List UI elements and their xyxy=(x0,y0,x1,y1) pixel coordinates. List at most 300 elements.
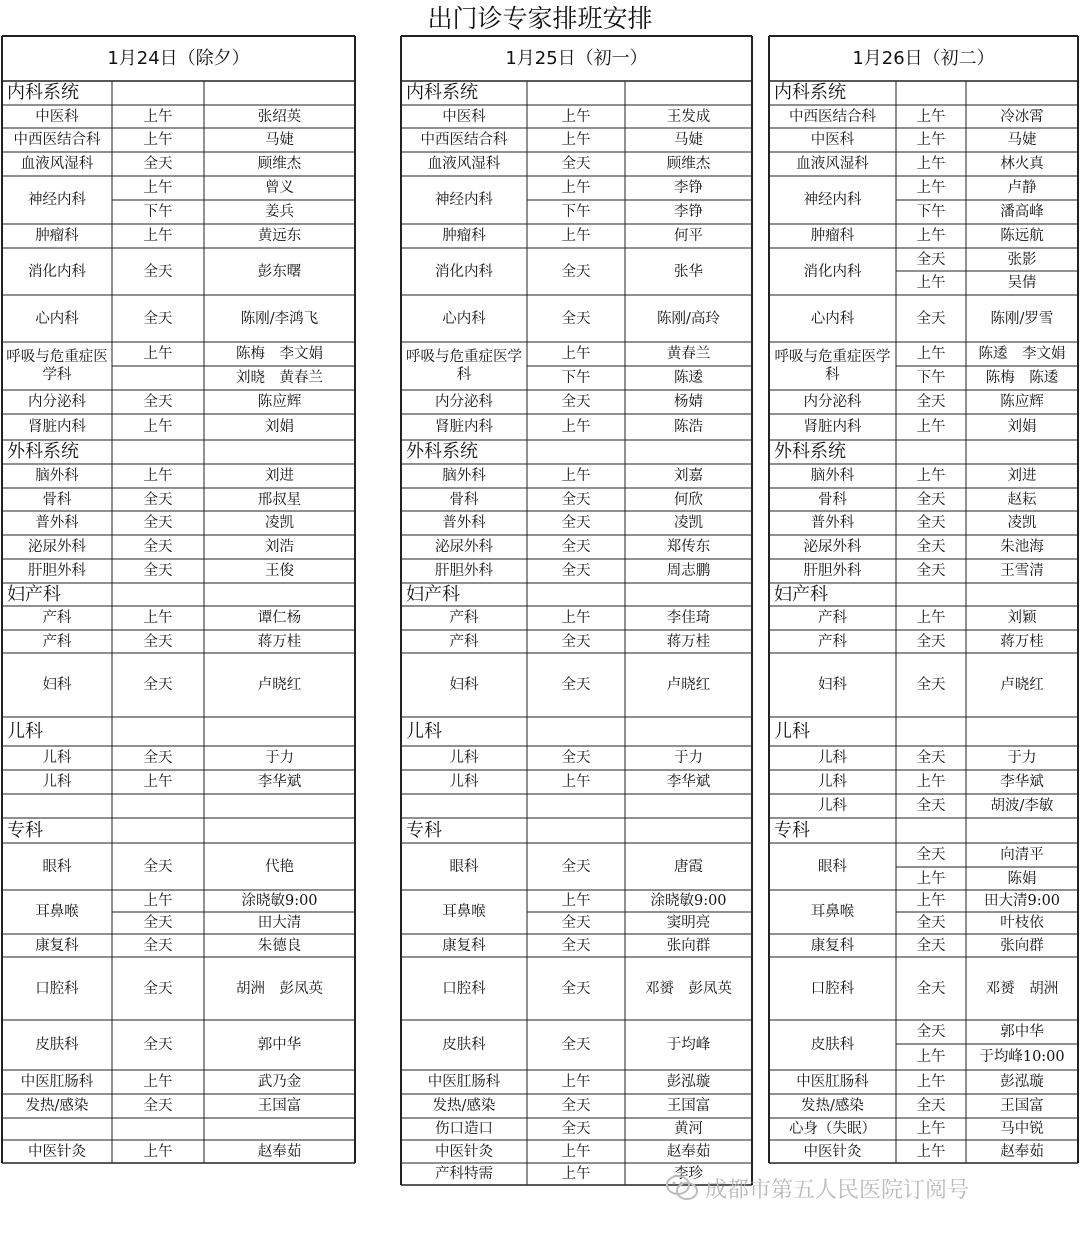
department-name: 产科 xyxy=(449,610,479,626)
doctor-name: 陈逶 xyxy=(674,370,703,386)
doctor-name: 卢晓红 xyxy=(257,677,302,693)
doctor-name: 蒋万桂 xyxy=(666,633,711,650)
section-label: 妇产科 xyxy=(406,583,460,605)
shift-time: 全天 xyxy=(561,1037,591,1053)
doctor-name: 陈远航 xyxy=(1000,228,1044,244)
shift-time: 上午 xyxy=(916,893,946,909)
doctor-name: 叶枝依 xyxy=(1000,915,1044,931)
department-name: 眼科 xyxy=(42,858,72,875)
shift-time: 上午 xyxy=(916,1143,946,1160)
doctor-name: 李铮 xyxy=(674,180,703,196)
shift-time: 全天 xyxy=(916,563,946,579)
shift-time: 上午 xyxy=(561,468,591,484)
department-name: 儿科 xyxy=(449,750,479,766)
shift-time: 全天 xyxy=(561,310,591,327)
department-name: 消化内科 xyxy=(435,263,493,280)
department-name: 中医科 xyxy=(35,108,79,125)
department-name: 心内科 xyxy=(442,310,486,327)
doctor-name: 王发成 xyxy=(666,108,711,125)
shift-time: 全天 xyxy=(916,515,946,531)
shift-time: 上午 xyxy=(916,108,946,125)
department-name: 脑外科 xyxy=(442,468,486,484)
doctor-name: 马婕 xyxy=(1007,132,1037,148)
department-name: 肾脏内科 xyxy=(435,419,493,435)
section-label: 内科系统 xyxy=(774,82,846,103)
shift-time: 全天 xyxy=(916,633,946,650)
department-name: 口腔科 xyxy=(442,980,486,997)
doctor-name: 向清平 xyxy=(1000,847,1044,863)
department-name: 中医肛肠科 xyxy=(796,1074,869,1090)
doctor-name: 涂晓敏9:00 xyxy=(650,893,727,909)
shift-time: 下午 xyxy=(561,204,591,220)
department-name: 骨科 xyxy=(818,491,847,508)
department-name: 消化内科 xyxy=(28,263,86,280)
shift-time: 上午 xyxy=(916,468,946,484)
department-name: 中西医结合科 xyxy=(13,132,101,148)
doctor-name: 马婕 xyxy=(265,132,294,148)
doctor-name: 何平 xyxy=(674,228,703,244)
department-name: 内分泌科 xyxy=(435,394,493,410)
shift-time: 全天 xyxy=(143,515,173,531)
department-name: 产科 xyxy=(42,610,72,626)
section-label: 外科系统 xyxy=(7,441,79,462)
shift-time: 全天 xyxy=(916,1098,946,1114)
doctor-name: 邓赟 胡洲 xyxy=(985,980,1059,997)
department-name: 泌尿外科 xyxy=(28,539,86,555)
doctor-name: 王俊 xyxy=(265,563,294,579)
doctor-name: 陈梅 陈逶 xyxy=(985,370,1059,386)
section-label: 妇产科 xyxy=(774,583,828,605)
shift-time: 上午 xyxy=(916,1049,946,1065)
shift-time: 全天 xyxy=(561,563,591,579)
department-name: 内分泌科 xyxy=(803,394,862,410)
doctor-name: 于力 xyxy=(674,750,703,766)
section-label: 外科系统 xyxy=(774,441,846,462)
doctor-name: 姜兵 xyxy=(265,204,294,220)
doctor-name: 凌凯 xyxy=(1007,515,1037,531)
shift-time: 全天 xyxy=(143,677,173,693)
doctor-name: 于力 xyxy=(265,750,294,766)
department-name: 儿科 xyxy=(818,774,847,790)
page-title: 出门诊专家排班安排 xyxy=(427,4,653,33)
doctor-name: 陈刚/高玲 xyxy=(657,310,720,327)
shift-time: 全天 xyxy=(916,310,946,327)
shift-time: 全天 xyxy=(916,937,946,954)
department-name: 肝胆外科 xyxy=(803,563,862,579)
doctor-name: 刘进 xyxy=(1007,468,1037,484)
shift-time: 全天 xyxy=(143,1098,173,1114)
department-name: 皮肤科 xyxy=(442,1037,486,1053)
department-name: 神经内科 xyxy=(435,192,493,208)
shift-time: 全天 xyxy=(143,394,173,410)
shift-time: 全天 xyxy=(143,156,173,172)
department-name: 内分泌科 xyxy=(28,394,86,410)
department-name: 肿瘤科 xyxy=(35,228,79,244)
shift-time: 上午 xyxy=(561,180,591,196)
department-name: 呼吸与危重症医学科 xyxy=(6,349,108,383)
doctor-name: 胡洲 彭凤英 xyxy=(236,980,323,997)
doctor-name: 陈娟 xyxy=(1007,870,1037,887)
section-label: 儿科 xyxy=(774,720,810,742)
doctor-name: 刘颖 xyxy=(1007,610,1037,626)
shift-time: 上午 xyxy=(561,610,591,626)
department-name: 泌尿外科 xyxy=(435,539,493,555)
shift-time: 全天 xyxy=(561,915,591,931)
department-name: 康复科 xyxy=(442,937,486,954)
doctor-name: 陈刚/李鸿飞 xyxy=(240,310,319,327)
doctor-name: 王雪清 xyxy=(1000,563,1044,579)
doctor-name: 林火真 xyxy=(1000,156,1044,172)
shift-time: 全天 xyxy=(916,251,946,268)
doctor-name: 冷冰霄 xyxy=(1000,108,1044,125)
shift-time: 全天 xyxy=(916,798,946,814)
department-name: 中医针灸 xyxy=(435,1143,493,1160)
shift-time: 全天 xyxy=(561,858,591,875)
shift-time: 上午 xyxy=(143,108,173,125)
shift-time: 上午 xyxy=(916,1074,946,1090)
shift-time: 上午 xyxy=(916,156,946,172)
shift-time: 全天 xyxy=(561,491,591,508)
doctor-name: 张向群 xyxy=(666,937,711,954)
doctor-name: 刘晓 黄春兰 xyxy=(236,370,323,386)
department-name: 中医科 xyxy=(810,132,855,148)
doctor-name: 于均峰 xyxy=(666,1037,711,1053)
department-name: 血液风湿科 xyxy=(20,156,94,172)
shift-time: 全天 xyxy=(561,980,591,997)
department-name: 康复科 xyxy=(35,937,79,954)
shift-time: 全天 xyxy=(143,750,173,766)
shift-time: 全天 xyxy=(916,394,946,410)
day-header: 1月25日（初一） xyxy=(505,47,648,69)
doctor-name: 赵奉茹 xyxy=(666,1143,711,1160)
shift-time: 全天 xyxy=(916,539,946,555)
shift-time: 全天 xyxy=(561,539,591,555)
department-name: 产科 xyxy=(449,633,479,650)
department-name: 耳鼻喉 xyxy=(35,904,79,920)
department-name: 口腔科 xyxy=(35,980,79,997)
shift-time: 上午 xyxy=(561,893,591,909)
shift-time: 全天 xyxy=(916,677,946,693)
section-label: 专科 xyxy=(774,819,810,841)
department-name: 眼科 xyxy=(818,858,847,875)
doctor-name: 何欣 xyxy=(674,491,703,508)
department-name: 心内科 xyxy=(810,310,855,327)
shift-time: 上午 xyxy=(143,610,173,626)
department-name: 脑外科 xyxy=(35,468,79,484)
department-name: 血液风湿科 xyxy=(427,156,501,172)
wechat-icon xyxy=(665,1171,699,1205)
department-name: 骨科 xyxy=(42,491,72,508)
doctor-name: 刘娟 xyxy=(1007,419,1037,435)
doctor-name: 代艳 xyxy=(265,858,294,875)
shift-time: 全天 xyxy=(143,539,173,555)
doctor-name: 黄春兰 xyxy=(666,346,711,362)
department-name: 呼吸与危重症医学科 xyxy=(774,349,891,383)
doctor-name: 郭中华 xyxy=(1000,1024,1044,1040)
department-name: 产科 xyxy=(818,633,847,650)
shift-time: 全天 xyxy=(143,858,173,875)
doctor-name: 蒋万桂 xyxy=(1000,633,1044,650)
shift-time: 上午 xyxy=(916,132,946,148)
doctor-name: 田大清 xyxy=(257,915,302,931)
doctor-name: 吴倩 xyxy=(1007,275,1037,291)
doctor-name: 马婕 xyxy=(674,132,703,148)
doctor-name: 曾义 xyxy=(265,180,294,196)
doctor-name: 杨婧 xyxy=(674,394,703,410)
shift-time: 全天 xyxy=(916,980,946,997)
department-name: 消化内科 xyxy=(803,263,862,280)
section-label: 儿科 xyxy=(7,720,43,742)
shift-time: 上午 xyxy=(143,346,173,362)
shift-time: 上午 xyxy=(561,132,591,148)
shift-time: 全天 xyxy=(561,937,591,954)
section-label: 内科系统 xyxy=(7,82,79,103)
doctor-name: 彭东曙 xyxy=(257,263,302,280)
department-name: 骨科 xyxy=(449,491,479,508)
shift-time: 全天 xyxy=(916,847,946,863)
doctor-name: 陈刚/罗雪 xyxy=(990,310,1054,327)
shift-time: 全天 xyxy=(143,980,173,997)
doctor-name: 黄远东 xyxy=(257,228,302,244)
shift-time: 下午 xyxy=(916,370,946,386)
department-name: 产科 xyxy=(818,610,847,626)
doctor-name: 陈应辉 xyxy=(1000,394,1044,410)
section-label: 内科系统 xyxy=(406,82,478,103)
doctor-name: 胡波/李敏 xyxy=(990,798,1054,814)
doctor-name: 黄河 xyxy=(674,1121,703,1137)
shift-time: 上午 xyxy=(561,1166,591,1182)
day-header: 1月24日（除夕） xyxy=(107,47,250,69)
doctor-name: 凌凯 xyxy=(265,515,294,531)
department-name: 心身（失眠） xyxy=(789,1121,876,1137)
doctor-name: 彭泓璇 xyxy=(666,1074,711,1090)
shift-time: 全天 xyxy=(561,394,591,410)
department-name: 妇科 xyxy=(42,677,72,693)
doctor-name: 凌凯 xyxy=(674,515,703,531)
department-name: 耳鼻喉 xyxy=(442,904,486,920)
doctor-name: 于力 xyxy=(1007,750,1037,766)
watermark-text: 成都市第五人民医院订阅号 xyxy=(705,1177,970,1203)
doctor-name: 李华斌 xyxy=(257,774,302,790)
shift-time: 全天 xyxy=(916,915,946,931)
department-name: 普外科 xyxy=(810,515,855,531)
doctor-name: 张影 xyxy=(1007,251,1037,268)
shift-time: 下午 xyxy=(561,370,591,386)
department-name: 康复科 xyxy=(810,937,855,954)
doctor-name: 刘嘉 xyxy=(674,468,703,484)
department-name: 脑外科 xyxy=(810,468,855,484)
doctor-name: 田大清9:00 xyxy=(983,893,1061,909)
doctor-name: 刘进 xyxy=(265,468,294,484)
doctor-name: 李华斌 xyxy=(1000,774,1044,790)
shift-time: 上午 xyxy=(916,774,946,790)
shift-time: 全天 xyxy=(561,515,591,531)
department-name: 中医肛肠科 xyxy=(427,1074,501,1090)
doctor-name: 张华 xyxy=(674,263,703,280)
department-name: 中西医结合科 xyxy=(789,108,876,125)
department-name: 儿科 xyxy=(818,798,847,814)
shift-time: 下午 xyxy=(916,204,946,220)
doctor-name: 刘娟 xyxy=(265,419,294,435)
department-name: 普外科 xyxy=(35,515,79,531)
doctor-name: 卢晓红 xyxy=(1000,677,1044,693)
department-name: 口腔科 xyxy=(810,980,855,997)
shift-time: 上午 xyxy=(916,419,946,435)
shift-time: 上午 xyxy=(916,228,946,244)
shift-time: 全天 xyxy=(561,156,591,172)
doctor-name: 顾维杰 xyxy=(666,156,711,172)
shift-time: 全天 xyxy=(143,915,173,931)
shift-time: 全天 xyxy=(143,263,173,280)
doctor-name: 唐霞 xyxy=(674,858,703,875)
department-name: 中医针灸 xyxy=(28,1143,86,1160)
department-name: 眼科 xyxy=(449,858,479,875)
doctor-name: 陈逶 李文娟 xyxy=(978,346,1066,362)
doctor-name: 朱德良 xyxy=(257,937,302,954)
department-name: 普外科 xyxy=(442,515,486,531)
department-name: 肾脏内科 xyxy=(803,419,862,435)
department-name: 儿科 xyxy=(42,774,72,790)
shift-time: 上午 xyxy=(916,180,946,196)
department-name: 儿科 xyxy=(449,774,479,790)
shift-time: 全天 xyxy=(916,491,946,508)
day-header: 1月26日（初二） xyxy=(852,47,995,69)
shift-time: 全天 xyxy=(916,750,946,766)
doctor-name: 李华斌 xyxy=(666,774,711,790)
department-name: 发热/感染 xyxy=(801,1098,864,1114)
doctor-name: 邢叔星 xyxy=(257,491,302,508)
department-name: 发热/感染 xyxy=(25,1098,89,1114)
doctor-name: 郑传东 xyxy=(666,539,711,555)
department-name: 肝胆外科 xyxy=(28,563,86,579)
department-name: 血液风湿科 xyxy=(796,156,869,172)
department-name: 中西医结合科 xyxy=(420,132,508,148)
doctor-name: 朱池海 xyxy=(1000,539,1044,555)
department-name: 中医针灸 xyxy=(803,1143,862,1160)
shift-time: 全天 xyxy=(143,563,173,579)
doctor-name: 潘高峰 xyxy=(1000,204,1044,220)
doctor-name: 周志鹏 xyxy=(666,563,711,579)
section-label: 妇产科 xyxy=(7,583,61,605)
department-name: 肿瘤科 xyxy=(442,228,486,244)
shift-time: 上午 xyxy=(561,346,591,362)
department-name: 心内科 xyxy=(35,310,79,327)
shift-time: 上午 xyxy=(561,419,591,435)
shift-time: 上午 xyxy=(143,228,173,244)
shift-time: 上午 xyxy=(143,180,173,196)
doctor-name: 张向群 xyxy=(1000,937,1044,954)
doctor-name: 卢静 xyxy=(1007,180,1037,196)
department-name: 中医肛肠科 xyxy=(20,1074,94,1090)
doctor-name: 王国富 xyxy=(257,1098,302,1114)
doctor-name: 李珍 xyxy=(674,1166,703,1182)
shift-time: 全天 xyxy=(143,310,173,327)
department-name: 耳鼻喉 xyxy=(810,904,855,920)
shift-time: 上午 xyxy=(143,774,173,790)
doctor-name: 蒋万桂 xyxy=(257,633,302,650)
shift-time: 上午 xyxy=(561,228,591,244)
shift-time: 下午 xyxy=(143,204,173,220)
department-name: 神经内科 xyxy=(803,192,862,208)
shift-time: 全天 xyxy=(561,263,591,280)
shift-time: 上午 xyxy=(143,1143,173,1160)
shift-time: 上午 xyxy=(916,1121,946,1137)
department-name: 发热/感染 xyxy=(432,1098,496,1114)
shift-time: 全天 xyxy=(143,633,173,650)
department-name: 肾脏内科 xyxy=(28,419,86,435)
department-name: 妇科 xyxy=(449,677,479,693)
doctor-name: 武乃金 xyxy=(257,1074,302,1090)
shift-time: 上午 xyxy=(561,1143,591,1160)
department-name: 肝胆外科 xyxy=(435,563,493,579)
shift-time: 全天 xyxy=(561,1121,591,1137)
section-label: 专科 xyxy=(406,819,442,841)
department-name: 皮肤科 xyxy=(35,1037,79,1053)
department-name: 泌尿外科 xyxy=(803,539,862,555)
doctor-name: 李佳琦 xyxy=(666,610,711,626)
department-name: 产科特需 xyxy=(435,1166,493,1182)
department-name: 呼吸与危重症医学科 xyxy=(406,349,522,383)
section-label: 专科 xyxy=(7,819,43,841)
shift-time: 上午 xyxy=(143,1074,173,1090)
section-label: 外科系统 xyxy=(406,441,478,462)
shift-time: 上午 xyxy=(143,132,173,148)
department-name: 肿瘤科 xyxy=(810,228,855,244)
watermark xyxy=(665,1166,1065,1210)
doctor-name: 窦明亮 xyxy=(666,915,711,931)
shift-time: 上午 xyxy=(143,468,173,484)
shift-time: 全天 xyxy=(143,1037,173,1053)
shift-time: 上午 xyxy=(561,108,591,125)
doctor-name: 张绍英 xyxy=(257,108,302,125)
doctor-name: 卢晓红 xyxy=(666,677,711,693)
doctor-name: 马中锐 xyxy=(1000,1121,1044,1137)
doctor-name: 涂晓敏9:00 xyxy=(241,893,318,909)
shift-time: 上午 xyxy=(916,870,946,887)
doctor-name: 谭仁杨 xyxy=(257,610,302,626)
department-name: 皮肤科 xyxy=(810,1037,855,1053)
shift-time: 全天 xyxy=(561,1098,591,1114)
doctor-name: 李铮 xyxy=(674,204,703,220)
doctor-name: 于均峰10:00 xyxy=(979,1049,1065,1065)
shift-time: 全天 xyxy=(561,633,591,650)
shift-time: 上午 xyxy=(916,610,946,626)
department-name: 伤口造口 xyxy=(435,1121,493,1137)
doctor-name: 刘浩 xyxy=(265,539,294,555)
doctor-name: 顾维杰 xyxy=(257,156,302,172)
shift-time: 上午 xyxy=(561,1074,591,1090)
shift-time: 全天 xyxy=(916,1024,946,1040)
doctor-name: 郭中华 xyxy=(257,1037,302,1053)
department-name: 产科 xyxy=(42,633,72,650)
department-name: 妇科 xyxy=(818,677,847,693)
shift-time: 上午 xyxy=(916,275,946,291)
shift-time: 上午 xyxy=(143,419,173,435)
shift-time: 上午 xyxy=(143,893,173,909)
shift-time: 全天 xyxy=(143,491,173,508)
doctor-name: 陈应辉 xyxy=(257,394,302,410)
doctor-name: 陈浩 xyxy=(674,419,703,435)
section-label: 儿科 xyxy=(406,720,442,742)
doctor-name: 赵耘 xyxy=(1007,491,1037,508)
department-name: 儿科 xyxy=(818,750,847,766)
doctor-name: 赵奉茹 xyxy=(1000,1143,1044,1160)
department-name: 神经内科 xyxy=(28,192,86,208)
doctor-name: 王国富 xyxy=(1000,1098,1044,1114)
shift-time: 全天 xyxy=(143,937,173,954)
shift-time: 全天 xyxy=(561,677,591,693)
doctor-name: 王国富 xyxy=(666,1098,711,1114)
